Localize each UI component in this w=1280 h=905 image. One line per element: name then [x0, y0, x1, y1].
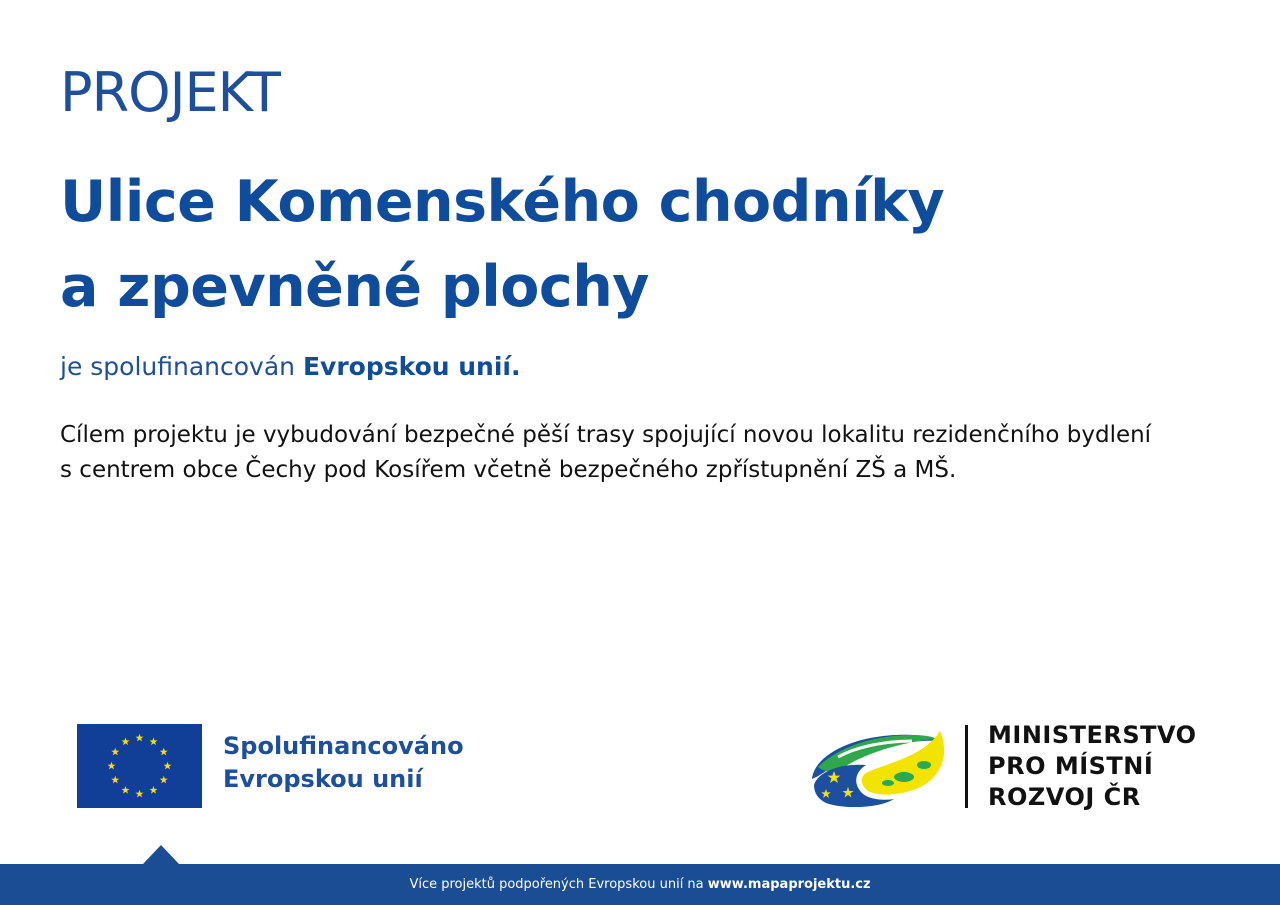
footer-text: Více projektů podpořených Evropskou unií na — [409, 877, 708, 892]
eu-logo-line-1: Spolufinancováno — [223, 732, 464, 760]
cofinancing-prefix: je spolufinancován — [60, 352, 303, 381]
project-kicker: PROJEKT — [60, 61, 280, 124]
eu-star-icon — [150, 738, 158, 746]
ministry-name-line-1: MINISTERSTVO — [988, 721, 1197, 749]
eu-logo-line-2: Evropskou unií — [223, 765, 423, 793]
eu-star-icon — [160, 748, 168, 756]
cofinancing-statement — [60, 352, 521, 382]
description-line-1: Cílem projektu je vybudování bezpečné pěší trasy spojující novou lokalitu rezidenčního bydlení — [60, 422, 1152, 448]
eu-star-icon — [122, 786, 130, 794]
cofinancing-emphasis: Evropskou unií. — [302, 352, 521, 381]
eu-star-icon — [136, 734, 144, 742]
eu-star-icon — [136, 790, 144, 798]
eu-star-icon — [122, 738, 130, 746]
footer-bar — [0, 864, 1280, 905]
footer-link[interactable]: www.mapaprojektu.cz — [707, 877, 871, 892]
description-line-2: s centrem obce Čechy pod Kosířem včetně bezpečného zpřístupnění ZŠ a MŠ. — [60, 457, 957, 483]
ministry-emblem-icon — [808, 727, 948, 807]
eu-star-icon — [164, 762, 172, 770]
eu-star-icon — [108, 762, 116, 770]
project-title — [60, 160, 1240, 330]
eu-star-icon — [160, 776, 168, 784]
eu-star-icon — [150, 786, 158, 794]
ministry-name-line-3: ROZVOJ ČR — [988, 783, 1141, 811]
eu-flag-icon — [77, 724, 202, 808]
eu-logo-text — [223, 730, 464, 796]
eu-star-icon — [111, 776, 119, 784]
ministry-name — [988, 720, 1197, 813]
eu-star-icon — [111, 748, 119, 756]
logo-divider — [965, 725, 968, 808]
ministry-name-line-2: PRO MÍSTNÍ — [988, 752, 1154, 780]
project-title-line-1: Ulice Komenského chodníky — [60, 169, 945, 235]
project-description — [60, 418, 1240, 488]
project-title-line-2: a zpevněné plochy — [60, 254, 649, 320]
footer-notch — [143, 845, 179, 864]
